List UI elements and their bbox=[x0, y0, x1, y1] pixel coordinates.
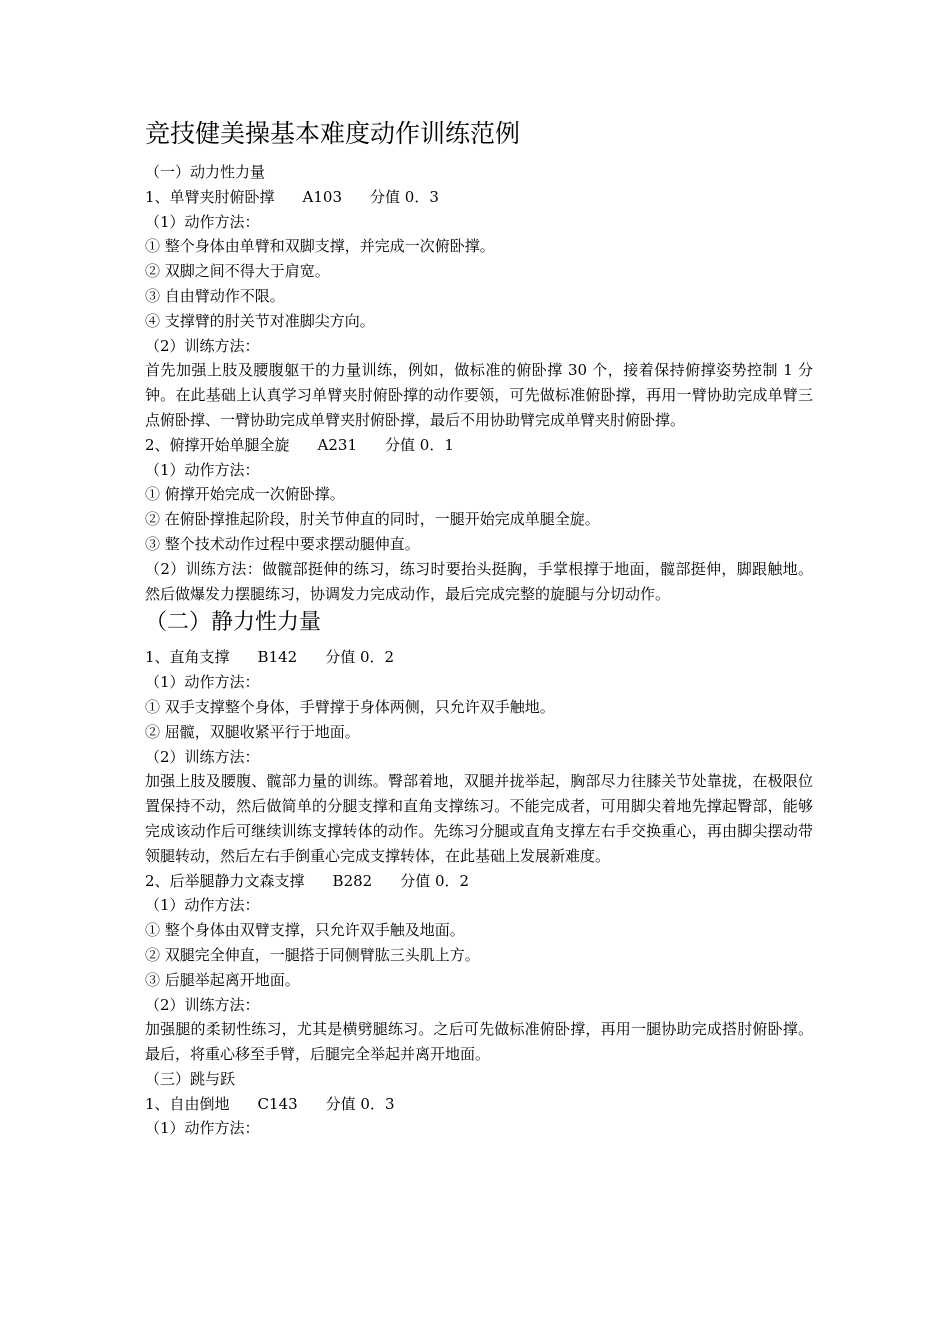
item-name: 1、直角支撑 bbox=[145, 648, 230, 667]
method-point: ① 整个身体由单臂和双脚支撑，并完成一次俯卧撑。 bbox=[145, 237, 495, 256]
training-paragraph: 加强上肢及腰腹、髋部力量的训练。臀部着地，双腿并拢举起，胸部尽力往膝关节处靠拢，在极限位置保持不动，然后做简单的分腿支撑和直角支撑练习。不能完成者，可用脚尖着地先撑起臀部，能够完成该动作后可继续训练支撑转体的动作。先练习分腿或直角支撑左右手交换重心，再由脚尖摆动带领腿转动，然后左右手倒重心完成支撑转体，在此基础上发展新难度。 bbox=[145, 772, 813, 865]
method-point: ② 双脚之间不得大于肩宽。 bbox=[145, 262, 330, 281]
method-point: ① 俯撑开始完成一次俯卧撑。 bbox=[145, 485, 345, 504]
method-label: （1）动作方法： bbox=[145, 896, 260, 915]
training-paragraph: 加强腿的柔韧性练习，尤其是横劈腿练习。之后可先做标准俯卧撑，再用一腿协助完成搭肘俯卧撑。最后，将重心移至手臂，后腿完全举起并离开地面。 bbox=[145, 1020, 813, 1064]
training-paragraph: 首先加强上肢及腰腹躯干的力量训练，例如，做标准的俯卧撑 30 个，接着保持俯撑姿势控制 1 分钟。在此基础上认真学习单臂夹肘俯卧撑的动作要领，可先做标准俯卧撑，再用一臂协助完成单臂三点俯卧撑、一臂协助完成单臂夹肘俯卧撑，最后不用协助臂完成单臂夹肘俯卧撑。 bbox=[145, 361, 813, 429]
method-label: （1）动作方法： bbox=[145, 1119, 260, 1138]
method-point: ④ 支撑臂的肘关节对准脚尖方向。 bbox=[145, 311, 375, 330]
method-point: ③ 自由臂动作不限。 bbox=[145, 286, 285, 305]
item-score: 分值 0．3 bbox=[370, 187, 439, 206]
item-name: 1、单臂夹肘俯卧撑 bbox=[145, 187, 275, 206]
training-label: （2）训练方法： bbox=[145, 336, 260, 355]
document-title: 竞技健美操基本难度动作训练范例 bbox=[145, 119, 521, 148]
method-label: （1）动作方法： bbox=[145, 460, 260, 479]
item-code: B142 bbox=[257, 648, 298, 667]
section-heading: （一）动力性力量 bbox=[145, 163, 266, 181]
item-code: C143 bbox=[257, 1094, 298, 1113]
item-header bbox=[145, 645, 813, 670]
item-score: 分值 0．2 bbox=[400, 871, 470, 890]
training-paragraph: （2）训练方法：做髋部挺伸的练习，练习时要抬头挺胸，手掌根撑于地面，髋部挺伸，脚跟触地。然后做爆发力摆腿练习，协调发力完成动作，最后完成完整的旋腿与分切动作。 bbox=[145, 559, 813, 603]
item-name: 2、俯撑开始单腿全旋 bbox=[145, 435, 290, 454]
method-point: ① 整个身体由双臂支撑，只允许双手触及地面。 bbox=[145, 921, 465, 940]
method-label: （1）动作方法： bbox=[145, 673, 260, 692]
item-score: 分值 0．1 bbox=[385, 435, 454, 454]
item-header bbox=[145, 433, 813, 458]
item-name: 1、自由倒地 bbox=[145, 1094, 230, 1113]
method-point: ② 双腿完全伸直，一腿搭于同侧臂肱三头肌上方。 bbox=[145, 945, 480, 964]
item-header bbox=[145, 185, 813, 210]
method-point: ③ 后腿举起离开地面。 bbox=[145, 970, 300, 989]
method-point: ② 在俯卧撑推起阶段，肘关节伸直的同时，一腿开始完成单腿全旋。 bbox=[145, 510, 600, 529]
item-score: 分值 0．2 bbox=[325, 648, 395, 667]
item-code: A103 bbox=[302, 187, 343, 206]
item-code: A231 bbox=[317, 435, 358, 454]
training-label: （2）训练方法： bbox=[145, 995, 260, 1014]
item-header bbox=[145, 869, 813, 894]
item-name: 2、后举腿静力文森支撑 bbox=[145, 871, 305, 890]
section-heading: （二）静力性力量 bbox=[145, 610, 322, 636]
document-body bbox=[145, 117, 813, 1141]
method-point: ③ 整个技术动作过程中要求摆动腿伸直。 bbox=[145, 534, 420, 553]
method-point: ② 屈髋，双腿收紧平行于地面。 bbox=[145, 722, 360, 741]
training-label: （2）训练方法： bbox=[145, 747, 260, 766]
section-heading: （三）跳与跃 bbox=[145, 1069, 236, 1088]
item-score: 分值 0．3 bbox=[325, 1094, 395, 1113]
item-code: B282 bbox=[332, 871, 373, 890]
method-point: ① 双手支撑整个身体，手臂撑于身体两侧，只允许双手触地。 bbox=[145, 697, 555, 716]
item-header bbox=[145, 1092, 813, 1117]
method-label: （1）动作方法： bbox=[145, 212, 260, 231]
